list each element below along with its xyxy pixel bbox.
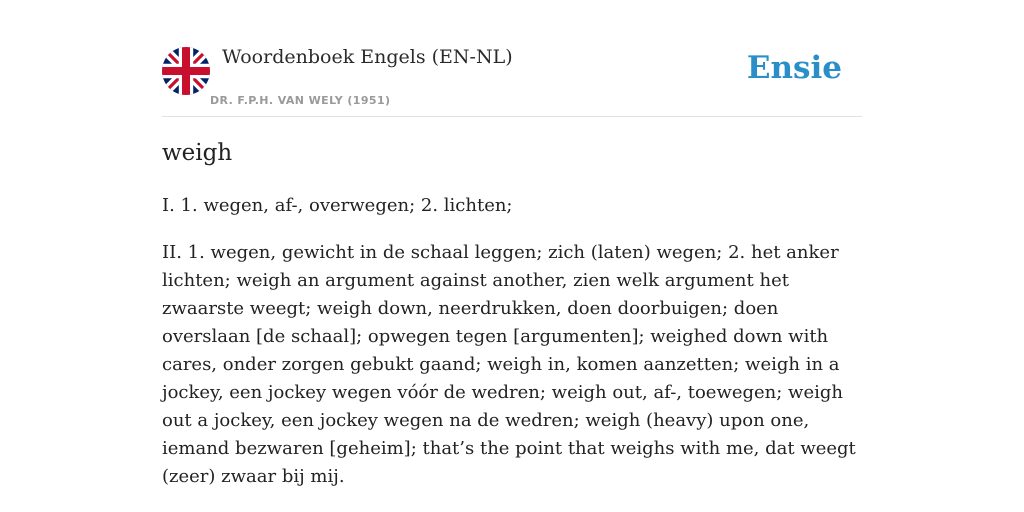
dictionary-title[interactable]: Woordenboek Engels (EN-NL) [222, 46, 513, 68]
uk-flag-icon [162, 47, 210, 95]
entry-headword: weigh [162, 140, 233, 166]
dictionary-header [162, 0, 862, 117]
entry-sense-1: I. 1. wegen, af-, overwegen; 2. lichten; [162, 195, 513, 216]
entry-sense-2: II. 1. wegen, gewicht in de schaal leggen; zich (laten) wegen; 2. het anker lichten; weigh an argument against another, zien welk argument het zwaarste weegt; weigh down, neerdrukken, doen doorbuigen; doen overslaan [de schaal]; opwegen tegen [argumenten]; weighed down with cares, onder zorgen gebukt gaand; weigh in, komen aanzetten; weigh in a jockey, een jockey wegen vóór de wedren; weigh out, af-, toewegen; weigh out a jockey, een jockey wegen na de wedren; weigh (heavy) upon one, iemand bezwaren [geheim]; that’s the point that weighs with me, dat weegt (zeer) zwaar bij mij. [162, 242, 856, 487]
ensie-logo-link[interactable]: Ensie [746, 50, 842, 86]
dictionary-author: DR. F.P.H. VAN WELY (1951) [210, 94, 391, 107]
page-container [162, 0, 862, 487]
